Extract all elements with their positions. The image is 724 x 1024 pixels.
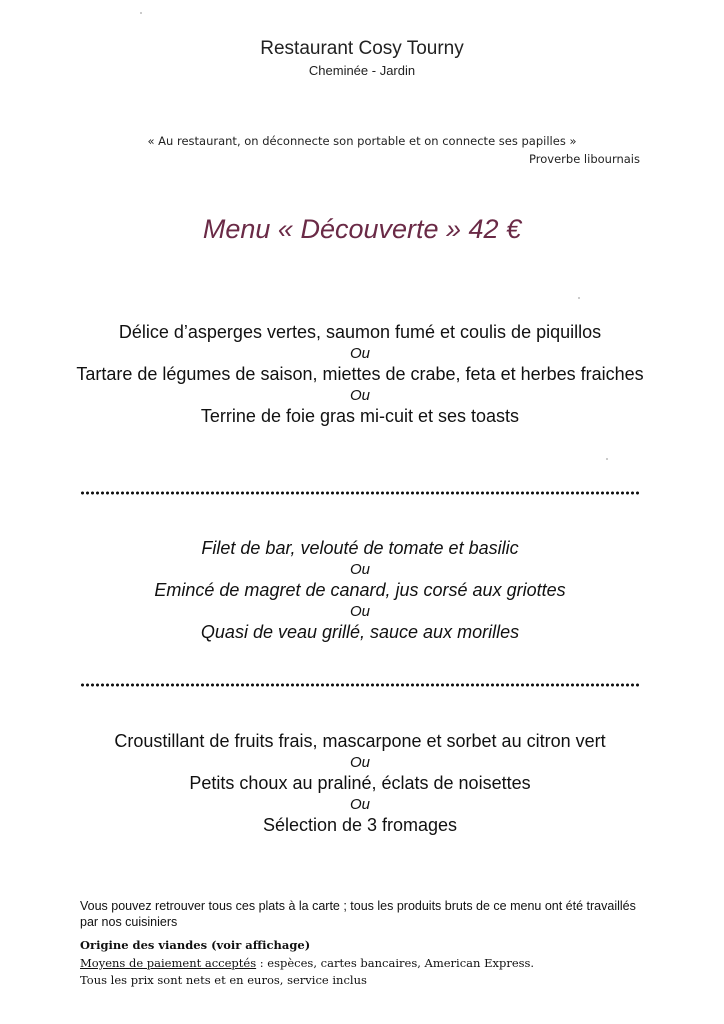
paper-speck (578, 297, 580, 299)
or-separator: Ou (349, 754, 370, 771)
meat-origin: Origine des viandes (voir affichage) (80, 938, 311, 952)
footer-note: Vous pouvez retrouver tous ces plats à la carte ; tous les produits bruts de ce menu ont été travaillés par nos cuisiniers (80, 899, 636, 929)
mains-section (60, 538, 660, 643)
main-item: Emincé de magret de canard, jus corsé aux griottes (154, 580, 566, 600)
dotted-divider (80, 491, 640, 495)
starters-section (60, 322, 660, 427)
restaurant-name: Restaurant Cosy Tourny (260, 38, 464, 59)
paper-speck (606, 458, 608, 460)
or-separator: Ou (349, 561, 370, 578)
prices-note: Tous les prix sont nets et en euros, service inclus (80, 973, 367, 987)
payment-label: Moyens de paiement acceptés (80, 956, 257, 970)
quote: « Au restaurant, on déconnecte son portable et on connecte ses papilles » (147, 134, 577, 148)
starter-item: Délice d’asperges vertes, saumon fumé et coulis de piquillos (118, 322, 602, 342)
main-item: Quasi de veau grillé, sauce aux morilles (200, 622, 520, 642)
quote-source: Proverbe libournais (529, 152, 640, 166)
menu-title: Menu « Découverte » 42 € (202, 214, 522, 244)
paper-speck (140, 12, 142, 14)
starter-item: Tartare de légumes de saison, miettes de crabe, feta et herbes fraiches (76, 364, 644, 384)
main-item: Filet de bar, velouté de tomate et basilic (201, 538, 519, 558)
starter-item: Terrine de foie gras mi-cuit et ses toasts (200, 406, 520, 426)
or-separator: Ou (349, 345, 370, 362)
or-separator: Ou (349, 796, 370, 813)
dessert-item: Petits choux au praliné, éclats de noisettes (189, 773, 531, 793)
dotted-divider (80, 683, 640, 687)
dessert-item: Sélection de 3 fromages (262, 815, 458, 835)
dessert-item: Croustillant de fruits frais, mascarpone et sorbet au citron vert (114, 731, 606, 751)
or-separator: Ou (349, 387, 370, 404)
or-separator: Ou (349, 603, 370, 620)
payment-methods (80, 956, 645, 970)
payment-methods-list: : espèces, cartes bancaires, American Express. (256, 956, 535, 970)
restaurant-subtitle: Cheminée - Jardin (308, 63, 416, 78)
desserts-section (60, 731, 660, 836)
